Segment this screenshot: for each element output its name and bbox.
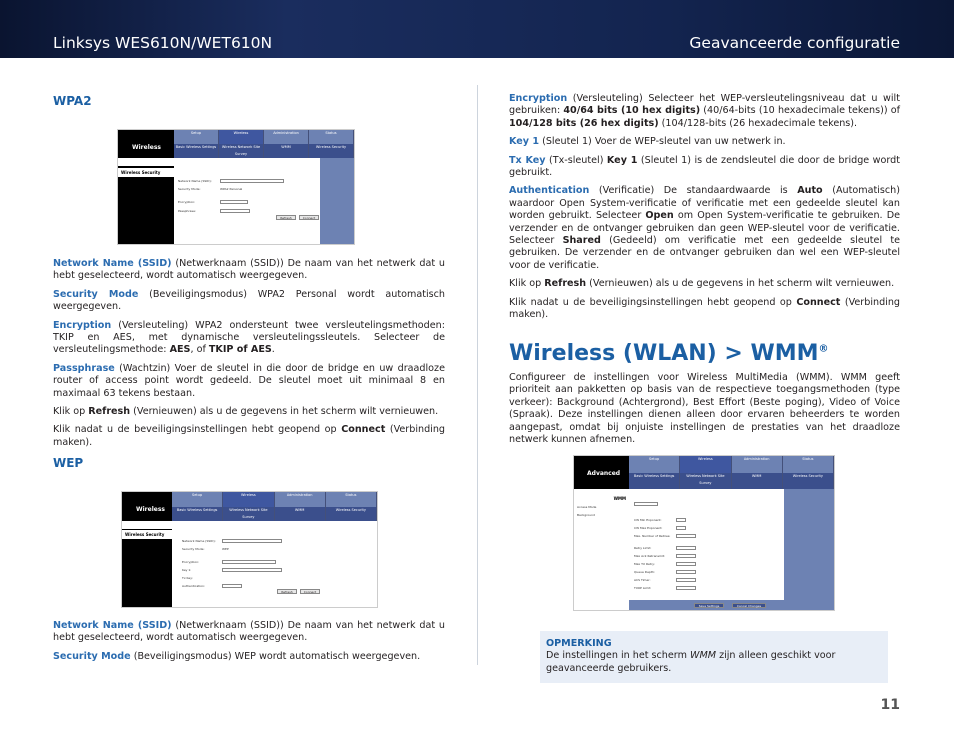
- column-divider: [477, 85, 478, 665]
- shot-tab-status: Status: [783, 456, 834, 473]
- text: (Vernieuwen) als u de gegevens in het scherm wilt vernieuwen.: [586, 278, 895, 290]
- text: (Automatisch) waardoor Open System-verificatie of verificatie met een gedeelde sleutel kan worden gebruikt. Selecteer: [509, 185, 900, 222]
- shot-tab-wireless: Wireless: [680, 456, 731, 473]
- text: (104/128-bits (26 hexadecimale tekens).: [658, 117, 858, 129]
- shot-label: Network Name (SSID):: [178, 179, 212, 183]
- shot-label: Retry Limit:: [634, 546, 652, 550]
- shot-tab-setup: Setup: [629, 456, 680, 473]
- paragraph: [509, 278, 900, 290]
- shot-label: Security Mode:: [182, 547, 205, 551]
- wep-settings-text: [509, 93, 900, 328]
- text: , of: [190, 344, 209, 356]
- term-passphrase: Passphrase: [53, 362, 115, 374]
- shot-refresh-button: Refresh: [276, 215, 296, 220]
- shot-refresh-button: Refresh: [277, 589, 297, 594]
- paragraph: [53, 258, 445, 283]
- shot-tabs: [629, 456, 834, 473]
- wmm-screenshot: [573, 455, 835, 611]
- shot-subtab: Wireless Security: [309, 144, 354, 158]
- shot-label: Tx Key:: [182, 576, 193, 580]
- paragraph: [509, 136, 900, 148]
- paragraph: [509, 185, 900, 272]
- paragraph: [53, 320, 445, 357]
- shot-brand: Wireless: [132, 144, 161, 151]
- shot-label: Encryption:: [178, 200, 196, 204]
- shot-tab-wireless: Wireless: [223, 492, 274, 507]
- shot-subtab: Wireless Network Site Survey: [223, 507, 274, 522]
- text: (Netwerknaam (SSID)) De naam van het netwerk dat u hebt geselecteerd, wordt automatisch weergegeven.: [53, 620, 445, 644]
- shot-label: Encryption:: [182, 560, 200, 564]
- bold-text: Connect: [796, 296, 841, 308]
- shot-subtab: Wireless Network Site Survey: [680, 473, 731, 490]
- shot-subtab: Wireless Security: [783, 473, 834, 490]
- term-tx-key: Tx Key: [509, 154, 546, 166]
- shot-subtab: Basic Wireless Settings: [172, 507, 223, 522]
- text: Klik op: [53, 406, 89, 418]
- wep-screenshot: [121, 491, 378, 608]
- shot-tabs: [172, 492, 377, 507]
- term-security-mode: Security Mode: [53, 288, 139, 300]
- shot-save-settings-button: Save Settings: [694, 603, 724, 608]
- shot-connect-button: Connect: [300, 589, 320, 594]
- shot-value: WPA2 Personal: [220, 187, 243, 191]
- wmm-intro-text: [509, 372, 900, 452]
- shot-sidebar-label: Wireless Security: [118, 168, 174, 177]
- text: Klik nadat u de beveiligingsinstellingen hebt geopend op: [509, 296, 797, 308]
- text: .: [271, 344, 275, 356]
- paragraph: [53, 363, 445, 400]
- shot-label: Max Ack Retransmit:: [634, 554, 665, 558]
- shot-label: Network Name (SSID):: [182, 539, 216, 543]
- shot-label: Max. Number of Retries:: [634, 534, 671, 538]
- paragraph: [509, 155, 900, 180]
- shot-tab-administration: Administration: [732, 456, 783, 473]
- note-text: [546, 650, 882, 675]
- paragraph: [53, 406, 445, 418]
- text: zijn alleen geschikt voor geavanceerde gebruikers.: [546, 650, 836, 674]
- text: (Netwerknaam (SSID)) De naam van het netwerk dat u hebt geselecteerd, wordt automatisch weergegeven.: [53, 258, 445, 282]
- text: (Beveiligingsmodus) WPA2 Personal wordt automatisch weergegeven.: [53, 288, 445, 313]
- text: (Verbinding maken).: [509, 296, 900, 321]
- wpa2-text: [53, 258, 445, 455]
- bold-text: Key 1: [606, 154, 638, 166]
- shot-subtab: Basic Wireless Settings: [629, 473, 680, 490]
- text: (Wachtzin) Voer de sleutel in die door de bridge en uw draadloze router of access point wordt gedeeld. De sleutel moet uit minimaal 8 en maximaal 63 tekens bestaan.: [53, 362, 445, 399]
- shot-cancel-changes-button: Cancel Changes: [732, 603, 766, 608]
- shot-subtabs: [172, 507, 377, 522]
- shot-subtab: Wireless Security: [326, 507, 377, 522]
- shot-brand: Advanced: [587, 470, 621, 477]
- term-key1: Key 1: [509, 136, 540, 148]
- bold-text: Refresh: [544, 278, 587, 290]
- shot-tab-administration: Administration: [275, 492, 326, 507]
- registered-mark: ®: [818, 343, 829, 355]
- bold-text: TKIP of AES: [208, 344, 272, 356]
- shot-label: CW Max Exponent:: [634, 526, 663, 530]
- term-security-mode: Security Mode: [53, 650, 131, 662]
- term-network-name: Network Name (SSID): [53, 258, 172, 269]
- bold-text: AES: [169, 344, 191, 356]
- paragraph: [53, 651, 445, 663]
- term-authentication: Authentication: [509, 185, 590, 197]
- paragraph: [53, 424, 445, 449]
- shot-tab-setup: Setup: [172, 492, 223, 507]
- bold-text: Connect: [341, 424, 386, 436]
- wpa2-screenshot: [117, 129, 355, 245]
- text: (Vernieuwen) als u de gegevens in het scherm wilt vernieuwen.: [130, 406, 439, 418]
- text: (Sleutel 1) is de zendsleutel die door de bridge wordt gebruikt.: [509, 154, 900, 179]
- shot-side-item: Background: [577, 513, 595, 517]
- text: (Versleuteling) Selecteer het WEP-versleutelingsniveau dat u wilt gebruiken:: [509, 93, 900, 117]
- shot-subtab: Wireless Network Site Survey: [219, 144, 264, 158]
- shot-sidebar-label: WMM: [574, 494, 629, 503]
- wep-heading: WEP: [53, 456, 84, 470]
- shot-label: Key 1:: [182, 568, 192, 572]
- shot-tab-status: Status: [326, 492, 377, 507]
- note-box: [540, 631, 888, 683]
- shot-label: ACS Timer:: [634, 578, 651, 582]
- paragraph: [509, 93, 900, 130]
- paragraph: Configureer de instellingen voor Wireless MultiMedia (WMM). WMM geeft prioriteit aan pakketten op basis van de respectieve toegangsmethoden (type verkeer): Background (Achtergrond), Best Effort (Beste poging), Video of Voice (Spraak). Deze instellingen dienen alleen door ervaren beheerders te worden aangepast, omdat bij onjuiste instellingen de prestaties van het draadloze netwerk kunnen afnemen.: [509, 372, 900, 446]
- section-title-text: Wireless (WLAN) > WMM: [509, 341, 819, 366]
- shot-subtab: WMM: [275, 507, 326, 522]
- bold-text: Refresh: [88, 406, 131, 418]
- paragraph: [53, 620, 445, 645]
- text: Klik op: [509, 278, 545, 290]
- bold-text: Open: [645, 210, 674, 222]
- text: om Open System-verificatie te gebruiken. De verzender en de ontvanger gebruiken dan geen WEP-sleutel voor de verificatie. Selecteer: [509, 210, 900, 247]
- bold-text: Auto: [797, 185, 823, 197]
- shot-side-item: Access Mode: [577, 505, 597, 509]
- shot-subtab: WMM: [264, 144, 309, 158]
- shot-value: WEP: [222, 547, 229, 551]
- bold-text: 104/128 bits (26 hex digits): [509, 117, 659, 129]
- bold-text: Shared: [562, 235, 601, 247]
- shot-brand: Wireless: [136, 506, 165, 513]
- shot-sidebar-label: Wireless Security: [122, 530, 172, 539]
- text: (Versleuteling) WPA2 ondersteunt twee versleutelingsmethoden: TKIP en AES, met dynamische versleutelingssleutels. Selecteer de versleutelingsmethode:: [53, 319, 445, 356]
- shot-label: Queue Depth:: [634, 570, 655, 574]
- shot-subtabs: [629, 473, 834, 490]
- shot-label: TXOP Limit:: [634, 586, 652, 590]
- note-title: OPMERKING: [546, 638, 612, 649]
- text: (Beveiligingsmodus) WEP wordt automatisch weergegeven.: [130, 650, 421, 662]
- text: (Gedeeld) om verificatie met een gedeelde sleutel te gebruiken. De verzender en de ontvanger gebruiken dan wel een WEP-sleutel voor de verificatie.: [509, 235, 900, 271]
- product-title: Linksys WES610N/WET610N: [53, 34, 273, 52]
- term-encryption: Encryption: [509, 93, 568, 104]
- shot-tab-setup: Setup: [174, 130, 219, 144]
- page-number: 11: [880, 697, 900, 713]
- paragraph: [53, 289, 445, 314]
- section-title: [509, 341, 829, 366]
- shot-label: Max TX Retry:: [634, 562, 655, 566]
- text: (Tx-sleutel): [545, 154, 607, 166]
- text: De instellingen in het scherm: [546, 650, 690, 662]
- paragraph: [509, 297, 900, 322]
- shot-tab-wireless: Wireless: [219, 130, 264, 144]
- text: (Verbinding maken).: [53, 424, 445, 448]
- text: (40/64-bits (10 hexadecimale tekens)) of: [700, 105, 900, 117]
- term-network-name: Network Name (SSID): [53, 620, 172, 631]
- wep-text: [53, 620, 445, 669]
- page-header: [0, 0, 954, 58]
- shot-subtab: WMM: [732, 473, 783, 490]
- term-encryption: Encryption: [53, 319, 112, 331]
- italic-text: WMM: [689, 650, 717, 662]
- bold-text: 40/64 bits (10 hex digits): [563, 105, 701, 117]
- shot-label: CW Min Exponent:: [634, 518, 662, 522]
- text: (Sleutel 1) Voer de WEP-sleutel van uw netwerk in.: [539, 136, 786, 148]
- text: (Verificatie) De standaardwaarde is: [589, 185, 798, 197]
- shot-tab-status: Status: [309, 130, 354, 144]
- shot-label: Security Mode:: [178, 187, 201, 191]
- wpa2-heading: WPA2: [53, 94, 92, 108]
- shot-subtab: Basic Wireless Settings: [174, 144, 219, 158]
- shot-label: Authentication:: [182, 584, 206, 588]
- shot-tab-administration: Administration: [264, 130, 309, 144]
- shot-tabs: [174, 130, 354, 144]
- shot-connect-button: Connect: [299, 215, 319, 220]
- chapter-title: Geavanceerde configuratie: [689, 34, 900, 52]
- shot-label: Passphrase:: [178, 209, 196, 213]
- shot-subtabs: [174, 144, 354, 158]
- text: Klik nadat u de beveiligingsinstellingen hebt geopend op: [53, 424, 342, 436]
